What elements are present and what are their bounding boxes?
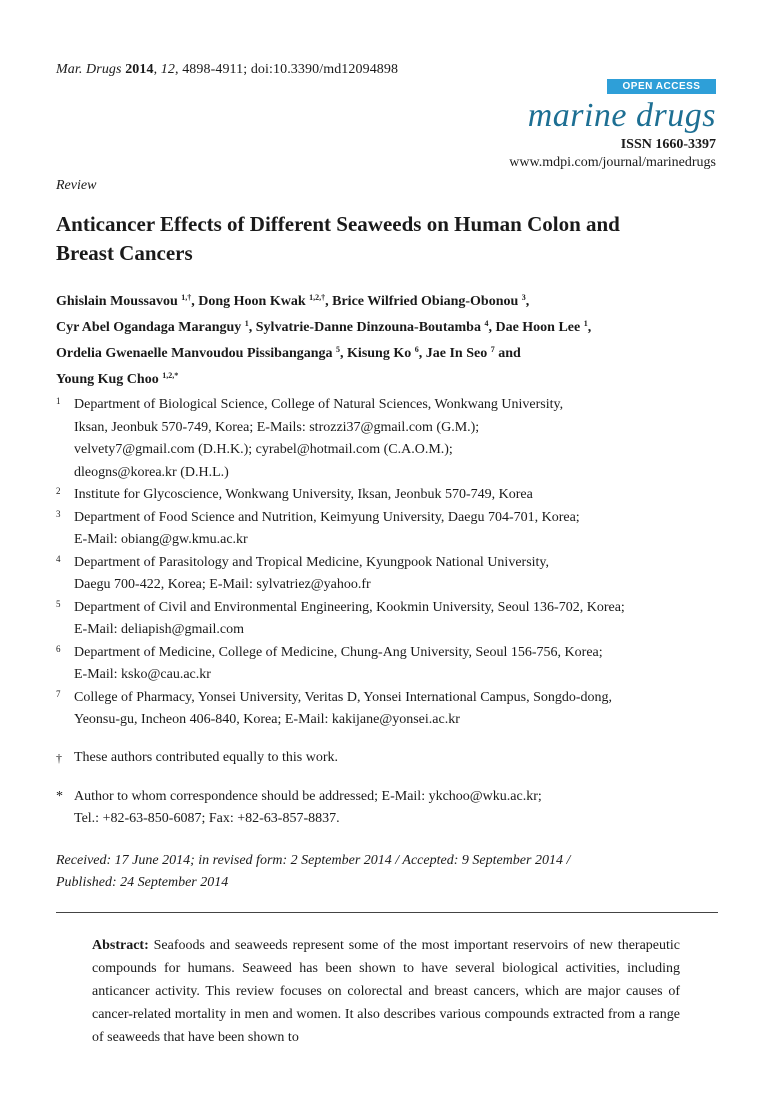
- author-name: Jae In Seo: [425, 346, 488, 361]
- author-list: [56, 287, 736, 391]
- author-affil: 5: [336, 345, 341, 354]
- citation-pages-doi: , 4898-4911; doi:10.3390/md12094898: [175, 62, 399, 77]
- journal-url: www.mdpi.com/journal/marinedrugs: [509, 155, 716, 170]
- author-name: Dae Hoon Lee: [495, 320, 581, 335]
- affiliation-number: 2: [56, 486, 61, 496]
- affiliation-line: Yeonsu-gu, Incheon 406-840, Korea; E-Mail: kakijane@yonsei.ac.kr: [74, 712, 460, 727]
- author-affil: 1,†: [181, 293, 192, 302]
- affiliation-line: Department of Medicine, College of Medicine, Chung-Ang University, Seoul 156-756, Korea;: [74, 644, 603, 660]
- author-affil: 1: [244, 319, 249, 328]
- citation-volume: 12: [160, 62, 175, 77]
- citation-line: Mar. Drugs 2014, 12, 4898-4911; doi:10.3390/md12094898: [56, 62, 399, 77]
- affiliation-number: 3: [56, 508, 61, 519]
- abstract-label: Abstract:: [92, 938, 149, 953]
- affiliation-line: Department of Parasitology and Tropical Medicine, Kyungpook National University,: [74, 554, 550, 570]
- open-access-badge: OPEN ACCESS: [607, 79, 716, 94]
- author-affil: 3: [521, 293, 526, 302]
- affiliation-line: Institute for Glycoscience, Wonkwang University, Iksan, Jeonbuk 570-749, Korea: [74, 487, 533, 502]
- abstract-text: Seafoods and seaweeds represent some of the most important reservoirs of new therapeutic compounds for humans. Seaweed has been shown to have several biological activities, including anticancer activity. This review focuses on colorectal and breast cancers, which are major causes of cancer-related mortality in men and women. It also describes various compounds extracted from a range of seaweeds that have been shown to: [92, 938, 680, 1045]
- author-name: Sylvatrie-Danne Dinzouna-Boutamba: [255, 320, 481, 335]
- affiliation-4: [56, 552, 736, 597]
- affiliation-line: E-Mail: ksko@cau.ac.kr: [74, 667, 211, 682]
- affiliation-number: 7: [56, 688, 61, 699]
- author-name: Cyr Abel Ogandaga Maranguy: [56, 320, 242, 335]
- author-name: Ordelia Gwenaelle Manvoudou Pissibanganga: [56, 346, 333, 361]
- author-affil: 4: [484, 319, 489, 328]
- issn: ISSN 1660-3397: [620, 137, 716, 152]
- affiliation-line: Daegu 700-422, Korea; E-Mail: sylvatriez@yahoo.fr: [74, 577, 371, 592]
- author-line: [56, 365, 736, 391]
- author-affil: 1: [583, 319, 588, 328]
- title-line-2: Breast Cancers: [56, 241, 193, 265]
- note-text: These authors contributed equally to this work.: [74, 750, 338, 765]
- asterisk-mark: *: [56, 789, 63, 804]
- author-name: Young Kug Choo: [56, 372, 159, 387]
- affiliation-line: Department of Biological Science, College of Natural Sciences, Wonkwang University,: [74, 397, 564, 412]
- divider-rule: [56, 912, 718, 913]
- affiliation-6: [56, 642, 736, 687]
- affiliation-5: [56, 597, 736, 642]
- journal-logo-text: marine drugs: [527, 97, 716, 134]
- citation-year: 2014: [125, 62, 154, 77]
- affiliation-number: 6: [56, 643, 61, 654]
- title-line-1: Anticancer Effects of Different Seaweeds on Human Colon and: [56, 212, 620, 236]
- equal-contribution-note: [56, 747, 736, 769]
- note-text: Author to whom correspondence should be addressed; E-Mail: ykchoo@wku.ac.kr;: [74, 789, 542, 804]
- affiliation-line: Department of Civil and Environmental Engineering, Kookmin University, Seoul 136-702, Korea;: [74, 599, 625, 615]
- affiliation-number: 1: [56, 396, 61, 406]
- affiliation-list: [56, 394, 736, 732]
- affiliation-7: [56, 687, 736, 732]
- affiliation-2: [56, 484, 736, 507]
- author-affil: 1,2,*: [162, 371, 179, 380]
- author-affil: 7: [490, 345, 495, 354]
- author-affil: 6: [414, 345, 419, 354]
- affiliation-number: 4: [56, 553, 61, 564]
- author-affil: 1,2,†: [309, 293, 326, 302]
- author-name: Brice Wilfried Obiang-Obonou: [332, 294, 519, 309]
- dates-line: Published: 24 September 2014: [56, 875, 229, 890]
- dates-line: Received: 17 June 2014; in revised form: 2 September 2014 / Accepted: 9 September 2014 /: [56, 853, 571, 868]
- author-line: Ordelia Gwenaelle Manvoudou Pissibanganga $^5$, Kisung Ko $^6$, Jae In Seo $^7$ and: [56, 345, 521, 361]
- affiliation-line: Department of Food Science and Nutrition, Keimyung University, Daegu 704-701, Korea;: [74, 509, 580, 525]
- affiliation-number: 5: [56, 598, 61, 609]
- citation-journal: Mar. Drugs: [56, 62, 122, 77]
- author-name: Ghislain Moussavou: [56, 294, 178, 309]
- note-text: Tel.: +82-63-850-6087; Fax: +82-63-857-8837.: [74, 811, 340, 826]
- article-type: Review: [56, 178, 97, 193]
- correspondence-note: [56, 786, 736, 830]
- affiliation-line: velvety7@gmail.com (D.H.K.); cyrabel@hotmail.com (C.A.O.M.);: [74, 442, 453, 457]
- affiliation-line: E-Mail: deliapish@gmail.com: [74, 622, 244, 637]
- dagger-mark: †: [56, 751, 62, 765]
- affiliation-1: [56, 394, 736, 484]
- author-line: Ghislain Moussavou $^{1,\dagger}$, Dong Hoon Kwak $^{1,2,\dagger}$, Brice Wilfried Obiang-Obonou $^3$,: [56, 293, 530, 309]
- author-line: Cyr Abel Ogandaga Maranguy $^1$, Sylvatrie-Danne Dinzouna-Boutamba $^4$, Dae Hoon Lee $^1$,: [56, 319, 592, 335]
- affiliation-line: dleogns@korea.kr (D.H.L.): [74, 464, 229, 480]
- affiliation-line: E-Mail: obiang@gw.kmu.ac.kr: [74, 532, 248, 547]
- publication-dates: [56, 850, 736, 894]
- affiliation-3: [56, 507, 736, 552]
- paper-title: [56, 210, 726, 268]
- affiliation-line: College of Pharmacy, Yonsei University, Veritas D, Yonsei International Campus, Songdo-dong,: [74, 689, 613, 705]
- abstract: [92, 934, 680, 1049]
- affiliation-line: Iksan, Jeonbuk 570-749, Korea; E-Mails: strozzi37@gmail.com (G.M.);: [74, 419, 480, 435]
- author-name: Dong Hoon Kwak: [198, 294, 306, 309]
- author-name: Kisung Ko: [347, 346, 412, 361]
